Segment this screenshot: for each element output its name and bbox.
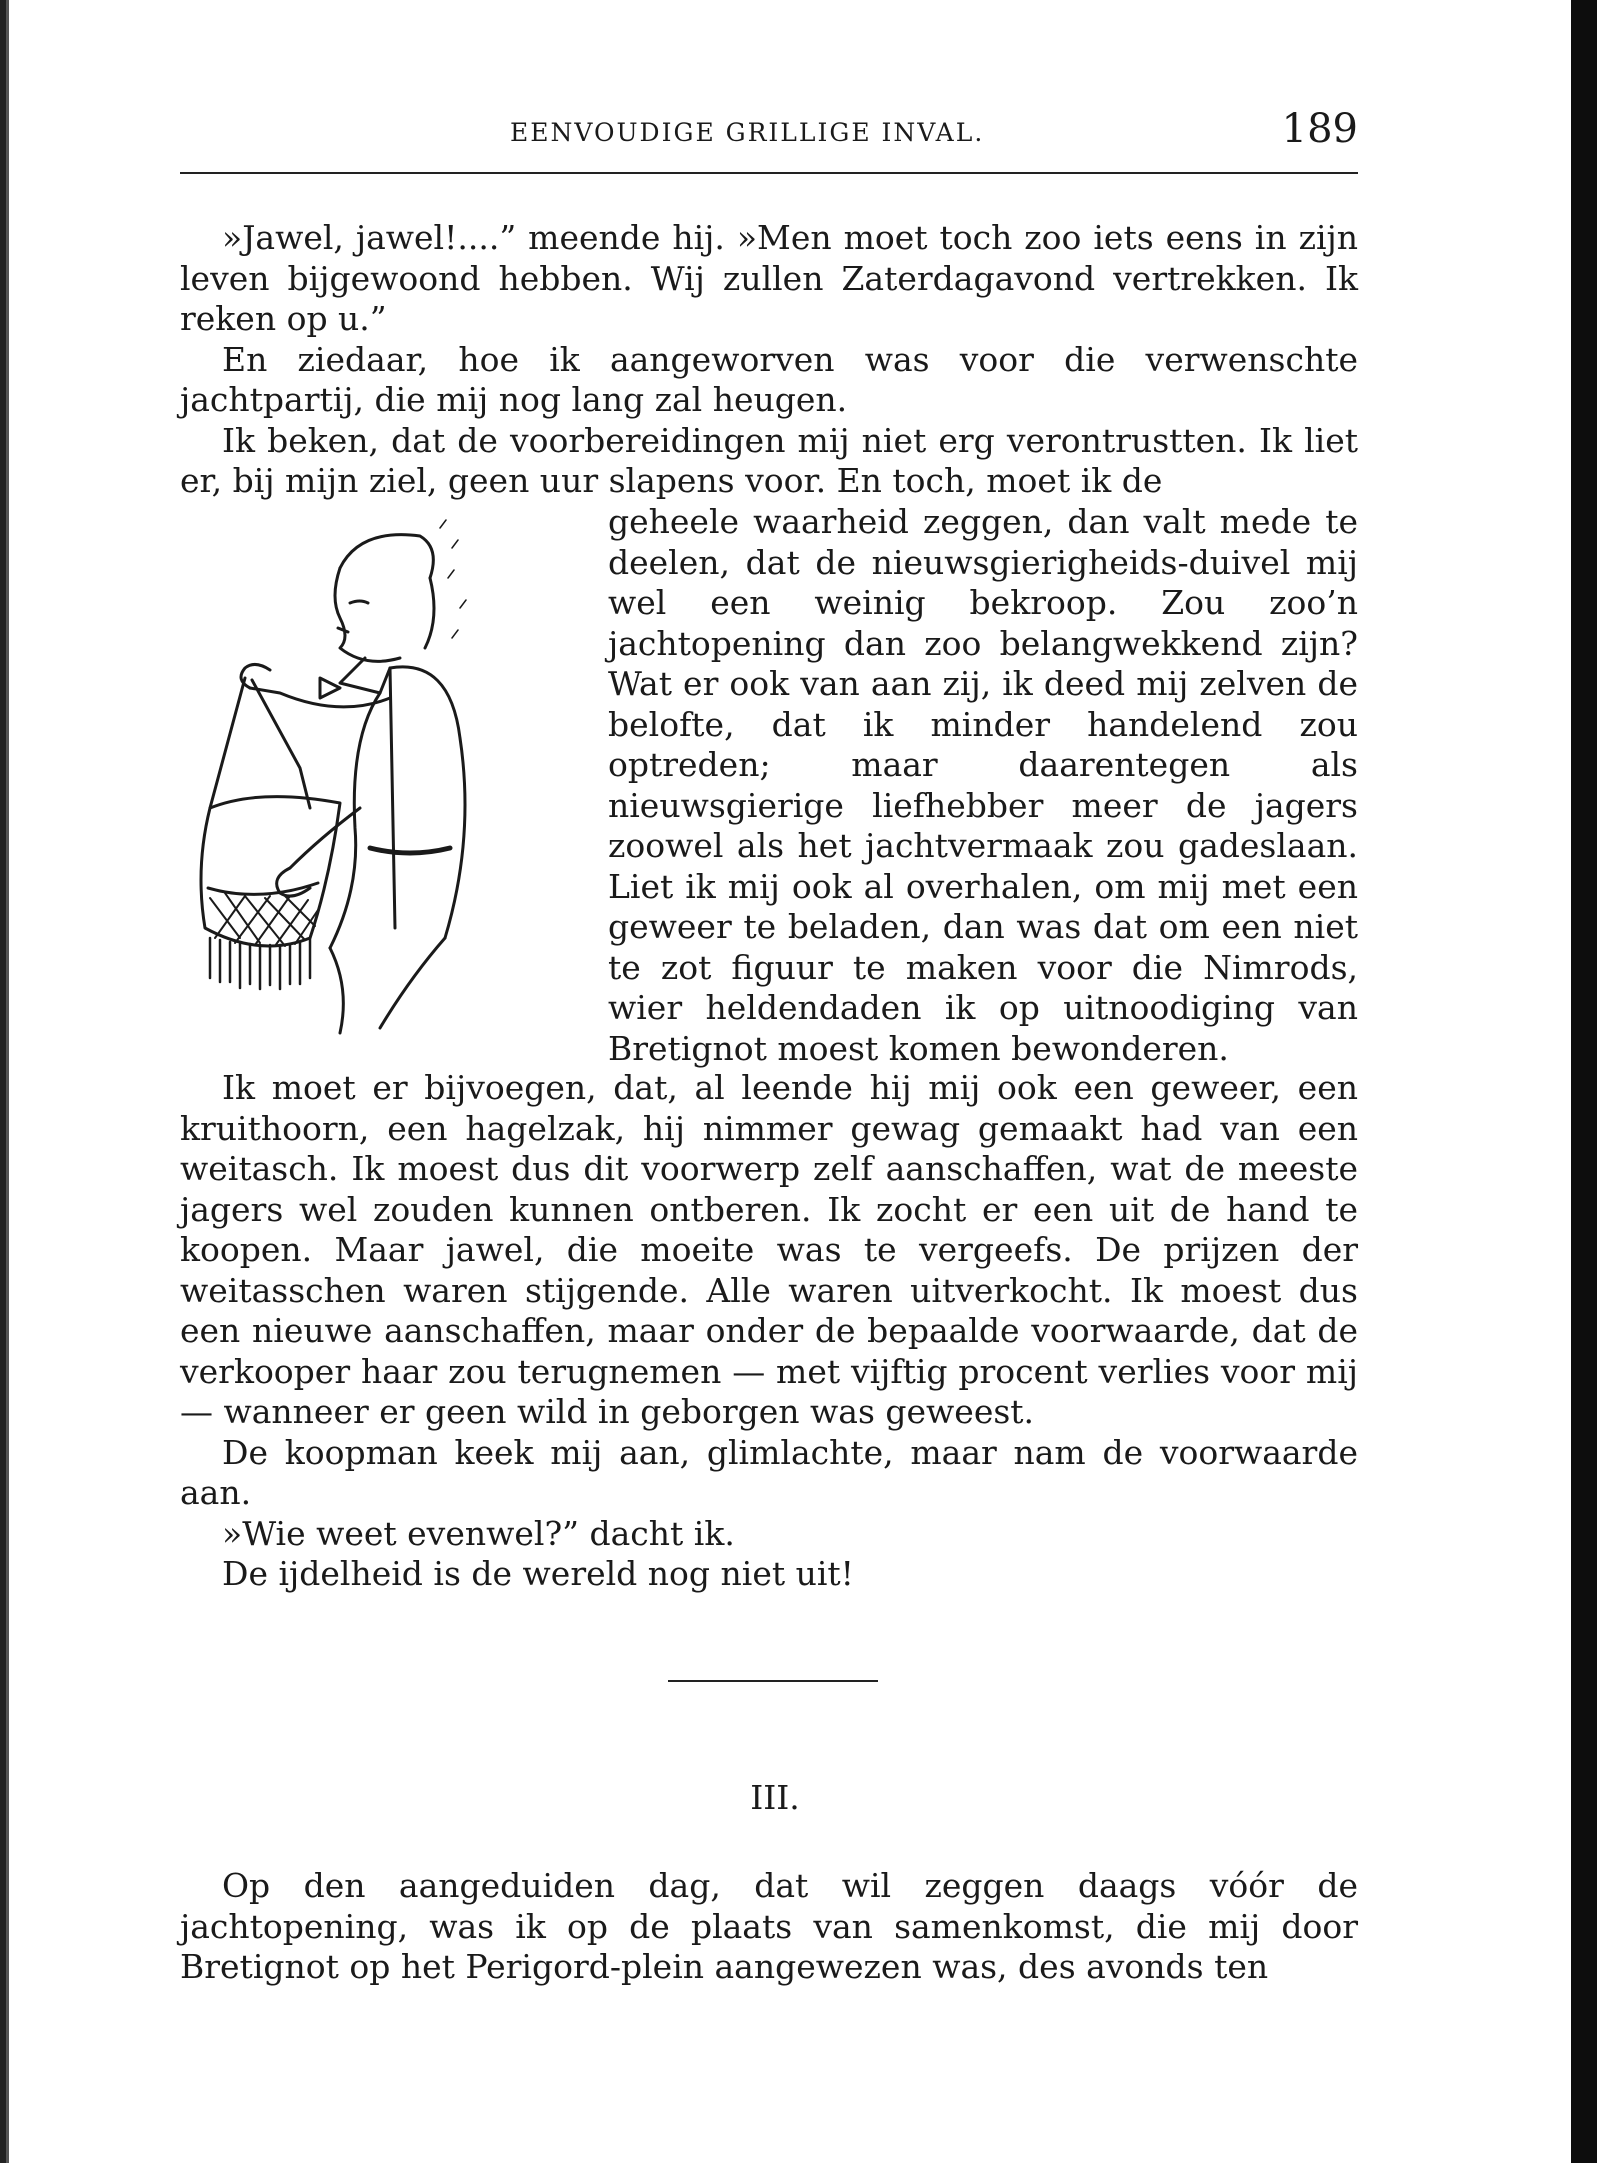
section-divider <box>668 1680 878 1682</box>
paragraph: geheele waarheid zeggen, dan valt mede te deelen, dat de nieuwsgierigheids-duivel mij wel een weinig bekroop. Zou zoo’n jachtopening dan zoo belangwekkend zijn? Wat er ook van aan zij, ik deed mij zelven de belofte, dat ik minder handelend zou optreden; maar daarentegen als nieuwsgierige liefhebber meer de jagers zoowel als het jachtvermaak zou gadeslaan. Liet ik mij ook al overhalen, om mij met een geweer te beladen, dan was dat om een niet te zot figuur te maken voor die Nimrods, wier heldendaden ik op uitnoodiging van Bretignot moest komen bewonderen. <box>608 502 1358 1068</box>
text-block-bottom <box>180 1068 1358 1595</box>
paragraph: »Jawel, jawel!....” meende hij. »Men moet toch zoo iets eens in zijn leven bijgewoond hebben. Wij zullen Zaterdagavond vertrekken. Ik reken op u.” <box>180 218 1358 338</box>
paragraph: De koopman keek mij aan, glimlachte, maar nam de voorwaarde aan. <box>180 1432 1358 1512</box>
paragraph: »Wie weet evenwel?” dacht ik. <box>222 1513 735 1553</box>
page-number: 189 <box>1281 106 1358 152</box>
paragraph: Op den aangeduiden dag, dat wil zeggen daags vóór de jachtopening, was ik op de plaats van samenkomst, die mij door Bretignot op het Perigord-plein aangewezen was, des avonds ten <box>180 1866 1358 1986</box>
paragraph: De ijdelheid is de wereld nog niet uit! <box>222 1554 854 1593</box>
page-header <box>180 106 1358 160</box>
header-rule <box>180 172 1358 174</box>
text-block-top <box>180 218 1358 502</box>
scan-edge-left <box>0 0 16 2163</box>
paragraph: En ziedaar, hoe ik aangeworven was voor die verwenschte jachtpartij, die mij nog lang zal heugen. <box>180 339 1358 419</box>
chapter-number: III. <box>750 1778 800 1817</box>
illustration-hunter-with-game-bag <box>190 508 590 1038</box>
chapter-opening <box>180 1866 1358 1988</box>
paragraph: Ik moet er bijvoegen, dat, al leende hij mij ook een geweer, een kruithoorn, een hagelzak, hij nimmer gewag gemaakt had van een weitasch. Ik moest dus dit voorwerp zelf aanschaffen, wat de meeste jagers wel zouden kunnen ontberen. Ik zocht er een uit de hand te koopen. Maar jawel, die moeite was te vergeefs. De prijzen der weitasschen waren stijgende. Alle waren uitverkocht. Ik moest dus een nieuwe aanschaffen, maar onder de bepaalde voorwaarde, dat de verkooper haar zou terugnemen — met vijftig procent verlies voor mij — wanneer er geen wild in geborgen was geweest. <box>180 1068 1358 1431</box>
running-title: EENVOUDIGE GRILLIGE INVAL. <box>510 118 985 147</box>
scan-edge-right <box>1571 0 1597 2163</box>
text-block-wrapped <box>608 502 1358 1069</box>
paragraph: Ik beken, dat de voorbereidingen mij niet erg verontrustten. Ik liet er, bij mijn ziel, geen uur slapens voor. En toch, moet ik de <box>180 420 1358 500</box>
